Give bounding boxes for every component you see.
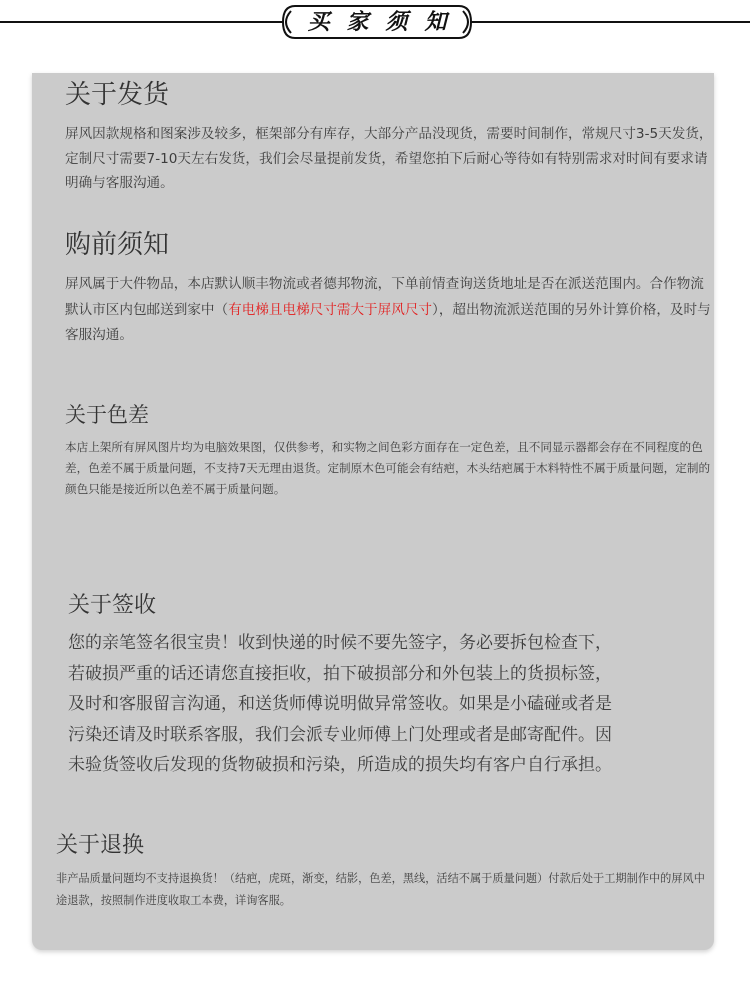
header-banner xyxy=(0,0,750,50)
section-color-difference xyxy=(65,399,715,500)
section-body xyxy=(68,628,708,781)
header-rule-right xyxy=(470,21,750,23)
section-body: 屏风因款规格和图案涉及较多，框架部分有库存，大部分产品没现货，需要时间制作，常规尺寸3-5天发货，定制尺寸需要7-10天左右发货，我们会尽量提前发货，希望您拍下后耐心等待如有特别需求对时间有要求请明确与客服沟通。 xyxy=(65,126,713,191)
body-line: 未验货签收后发现的货物破损和污染，所造成的损失均有客户自行承担。 xyxy=(68,755,612,775)
section-body: 非产品质量问题均不支持退换货！（结疤，虎斑，渐变，结影，色差，黑线，活结不属于质量问题）付款后处于工期制作中的屏风中途退款，按照制作进度收取工本费，详询客服。 xyxy=(56,872,705,907)
section-shipping xyxy=(65,76,715,196)
section-heading: 购前须知 xyxy=(65,230,170,260)
section-heading: 关于发货 xyxy=(65,80,170,110)
body-line: 您的亲笔签名很宝贵！收到快递的时候不要先签字，务必要拆包检查下， xyxy=(68,633,612,653)
section-body xyxy=(65,272,715,349)
title-scroll-frame xyxy=(277,3,477,41)
section-prepurchase xyxy=(65,226,715,349)
section-heading: 关于色差 xyxy=(65,403,149,427)
section-heading: 关于签收 xyxy=(68,593,157,618)
body-text: 屏风属于大件物品，本店默认顺丰物流或者德邦物流，下单前情查询送货地址是否在派送范围内。合作物流默认市区内包邮送到家中（ xyxy=(65,276,704,318)
section-return-exchange xyxy=(56,829,716,912)
body-text: ），超出物流派送范围的另外计算价格，及时与客服沟通。 xyxy=(65,301,711,343)
page-title: 买家须知 xyxy=(307,9,464,35)
section-signing xyxy=(68,589,708,781)
body-line: 污染还请及时联系客服，我们会派专业师傅上门处理或者是邮寄配件。因 xyxy=(68,724,612,745)
section-heading: 关于退换 xyxy=(56,833,145,858)
notice-panel xyxy=(32,73,714,950)
section-body: 本店上架所有屏风图片均为电脑效果图，仅供参考，和实物之间色彩方面存在一定色差，且不同显示器都会存在不同程度的色差，色差不属于质量问题，不支持7天无理由退货。定制原木色可能会有结疤，木头结疤属于木料特性不属于质量问题，定制的颜色只能是接近所以色差不属于质量问题。 xyxy=(65,440,711,496)
elevator-note-highlight: 有电梯且电梯尺寸需大于屏风尺寸 xyxy=(228,301,433,318)
header-rule-left xyxy=(0,21,285,23)
body-line: 及时和客服留言沟通，和送货师傅说明做异常签收。如果是小磕碰或者是 xyxy=(68,694,612,714)
body-line: 若破损严重的话还请您直接拒收，拍下破损部分和外包装上的货损标签， xyxy=(68,663,612,684)
